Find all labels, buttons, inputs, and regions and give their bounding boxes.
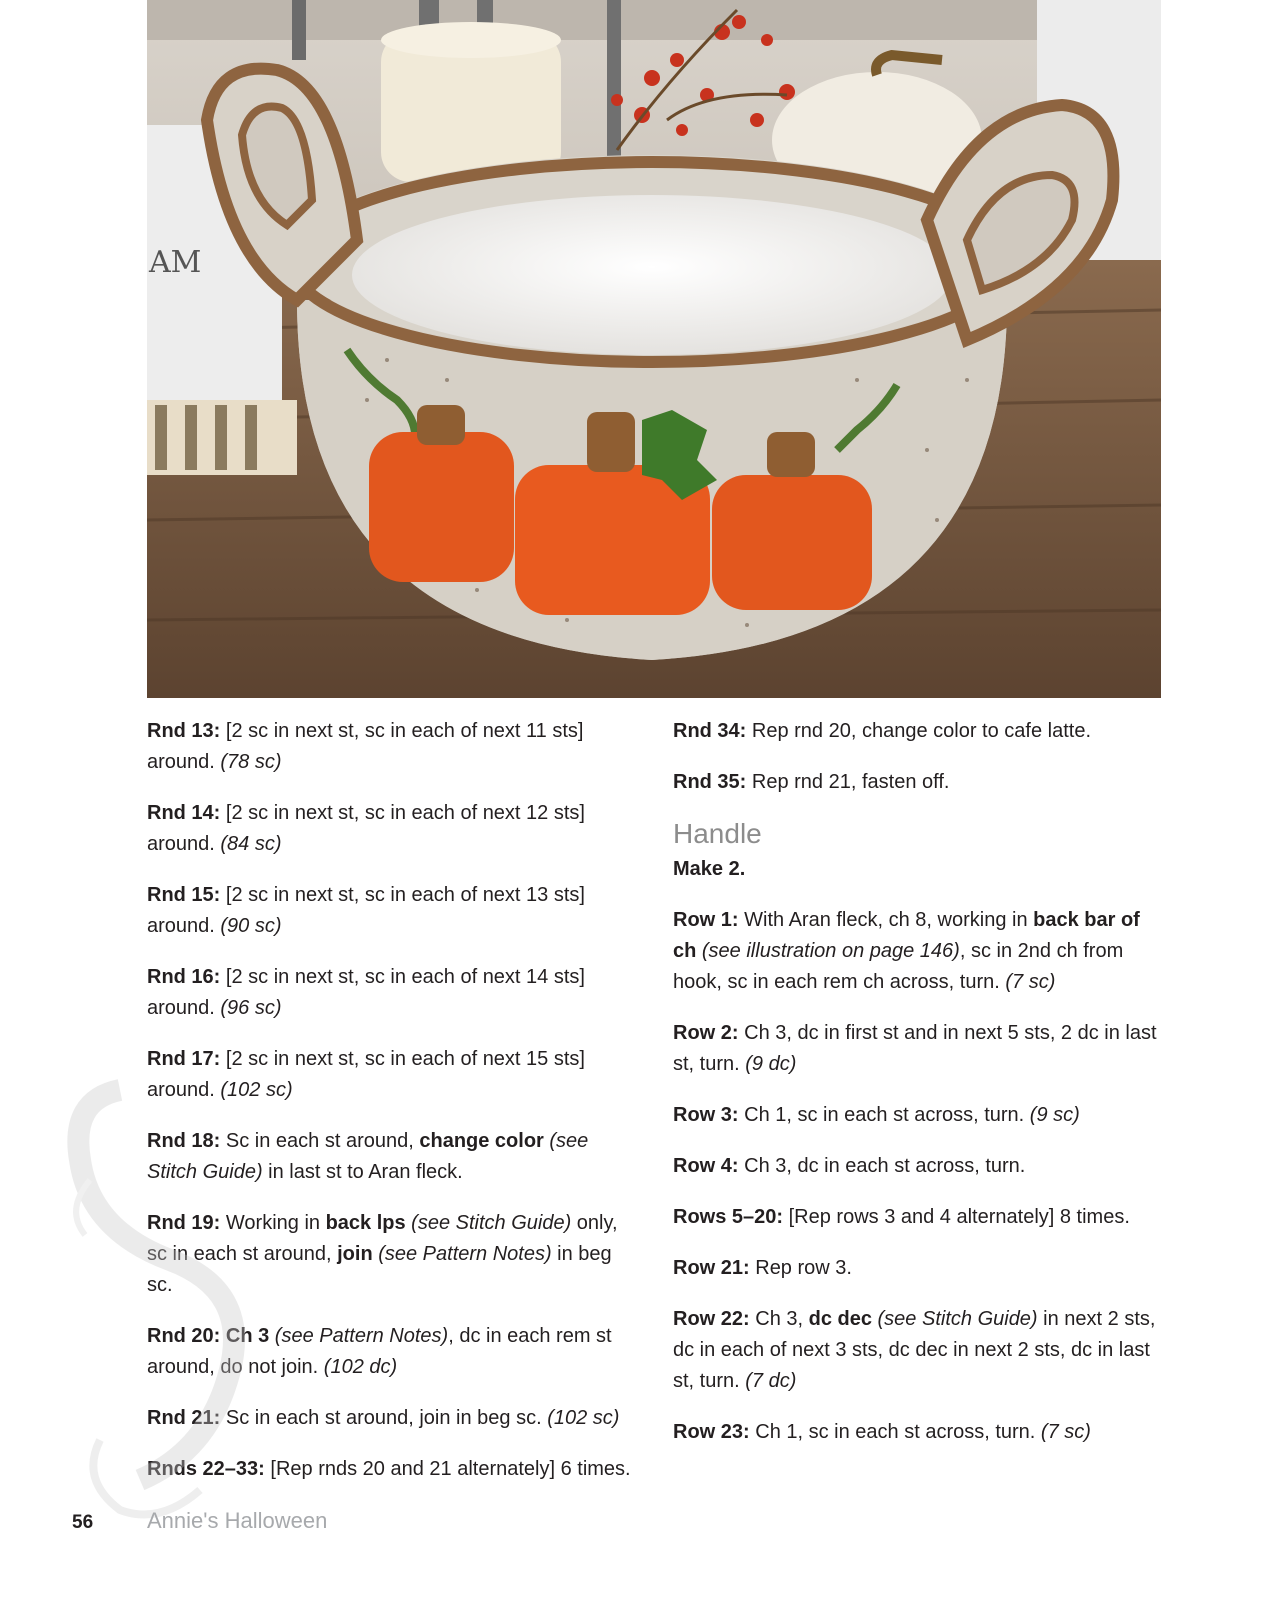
basket-photo <box>147 0 1161 698</box>
rnd-19: Rnd 19: Working in back lps (see Stitch Guide) only, sc in each st around, join (see Pattern Notes) in beg sc. <box>147 1212 618 1296</box>
row-21: Row 21: Rep row 3. <box>673 1257 852 1279</box>
section-subheading: Make 2. <box>673 858 746 880</box>
basket-illustration <box>147 0 1161 698</box>
rnd-16: Rnd 16: [2 sc in next st, sc in each of next 14 sts] around. (96 sc) <box>147 966 585 1019</box>
row-2: Row 2: Ch 3, dc in first st and in next 5 sts, 2 dc in last st, turn. (9 dc) <box>673 1022 1157 1075</box>
rnds-22-33: Rnds 22–33: [Rep rnds 20 and 21 alternately] 6 times. <box>147 1458 631 1480</box>
rnd-17: Rnd 17: [2 sc in next st, sc in each of next 15 sts] around. (102 sc) <box>147 1048 585 1101</box>
mug-lettering: AM <box>149 245 202 280</box>
page-number: 56 <box>72 1512 94 1533</box>
right-column <box>673 716 1163 1468</box>
rnd-13: Rnd 13: [2 sc in next st, sc in each of next 11 sts] around. (78 sc) <box>147 720 584 773</box>
row-1: Row 1: With Aran fleck, ch 8, working in back bar of ch (see illustration on page 146), sc in 2nd ch from hook, sc in each rem ch across, turn. (7 sc) <box>673 909 1140 993</box>
rnd-20: Rnd 20: Ch 3 (see Pattern Notes), dc in each rem st around, do not join. (102 dc) <box>147 1325 612 1378</box>
rnd-34: Rnd 34: Rep rnd 20, change color to cafe latte. <box>673 720 1092 742</box>
row-22: Row 22: Ch 3, dc dec (see Stitch Guide) in next 2 sts, dc in each of next 3 sts, dc dec in next 2 sts, dc in last st, turn. (7 dc) <box>673 1308 1156 1392</box>
rnd-15: Rnd 15: [2 sc in next st, sc in each of next 13 sts] around. (90 sc) <box>147 884 585 937</box>
watermark-logo <box>60 1060 320 1530</box>
rnd-18: Rnd 18: Sc in each st around, change color (see Stitch Guide) in last st to Aran fleck. <box>147 1130 589 1183</box>
row-3: Row 3: Ch 1, sc in each st across, turn. (9 sc) <box>673 1104 1080 1126</box>
rows-5-20: Rows 5–20: [Rep rows 3 and 4 alternately] 8 times. <box>673 1206 1130 1228</box>
rnd-35: Rnd 35: Rep rnd 21, fasten off. <box>673 771 950 793</box>
section-heading: Handle <box>673 818 762 849</box>
rnd-21: Rnd 21: Sc in each st around, join in beg sc. (102 sc) <box>147 1407 620 1429</box>
rnd-14: Rnd 14: [2 sc in next st, sc in each of next 12 sts] around. (84 sc) <box>147 802 585 855</box>
row-23: Row 23: Ch 1, sc in each st across, turn. (7 sc) <box>673 1421 1091 1443</box>
footer-title: Annie's Halloween <box>147 1508 328 1533</box>
row-4: Row 4: Ch 3, dc in each st across, turn. <box>673 1155 1026 1177</box>
